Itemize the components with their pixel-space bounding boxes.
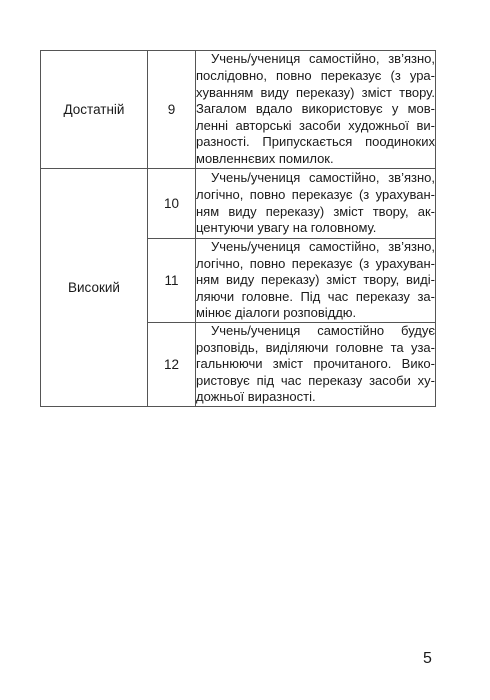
- description-cell: Учень/учениця самостійно, зв’язно, логічно, повно переказує (з урахуванням виду переказу) зміст твору, виділяючи головне. Під час переказу замінює діалоги розповіддю.: [196, 239, 436, 323]
- description-cell: Учень/учениця самостійно будує розповідь, виділяючи головне та узагальнюючи зміст прочитаного. Використовує під час переказу засоби художньої виразності.: [196, 323, 436, 407]
- page-number: 5: [423, 650, 432, 667]
- description-cell: Учень/учениця самостійно, зв’язно, логічно, повно переказує (з урахуванням виду переказу) зміст твору, акцентуючи увагу на головному.: [196, 169, 436, 239]
- score-cell: 9: [148, 51, 196, 169]
- score-cell: 10: [148, 169, 196, 239]
- description-cell: Учень/учениця самостійно, зв’язно, послідовно, повно переказує (з урахуванням виду переказу) зміст твору. Загалом вдало використовує у мовленні авторські засоби художньої виразності. Припускається поодиноких мовленнєвих помилок.: [196, 51, 436, 169]
- table-row: [41, 169, 436, 239]
- level-cell: Високий: [41, 169, 148, 407]
- table-row: [41, 51, 436, 169]
- score-cell: 12: [148, 323, 196, 407]
- score-cell: 11: [148, 239, 196, 323]
- level-cell: Достатній: [41, 51, 148, 169]
- grading-criteria-table: [40, 50, 436, 407]
